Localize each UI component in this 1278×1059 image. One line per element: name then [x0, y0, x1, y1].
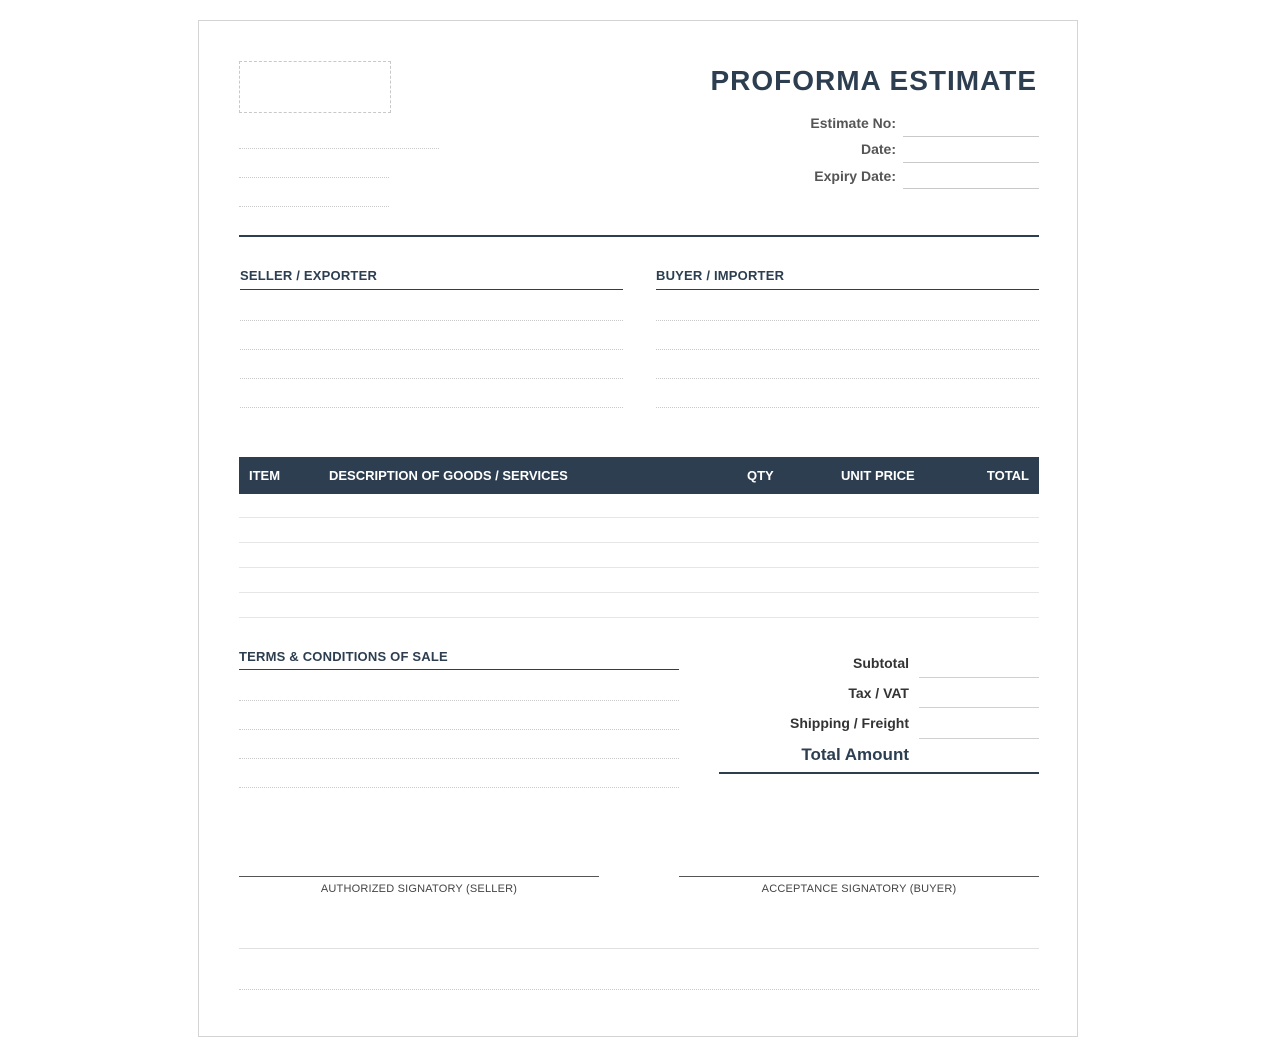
total-amount-underline	[719, 772, 1039, 774]
column-header-item: ITEM	[249, 468, 281, 483]
expiry-date-field[interactable]	[903, 188, 1039, 189]
seller-heading: SELLER / EXPORTER	[240, 268, 378, 283]
table-row[interactable]	[239, 592, 1039, 593]
shipping-field[interactable]	[919, 738, 1039, 739]
seller-signature-label: AUTHORIZED SIGNATORY (SELLER)	[320, 883, 518, 895]
date-label: Date:	[860, 141, 896, 157]
header-divider	[239, 235, 1039, 237]
table-row[interactable]	[239, 517, 1039, 518]
document-title: PROFORMA ESTIMATE	[710, 65, 1037, 96]
terms-heading: TERMS & CONDITIONS OF SALE	[239, 649, 448, 664]
expiry-date-label: Expiry Date:	[814, 168, 896, 184]
seller-signature-line[interactable]	[239, 876, 599, 877]
footer-line-1[interactable]	[239, 948, 1039, 949]
terms-line-3[interactable]	[239, 758, 679, 759]
terms-line-1[interactable]	[239, 700, 679, 701]
date-field[interactable]	[903, 162, 1039, 163]
table-row[interactable]	[239, 567, 1039, 568]
buyer-line-1[interactable]	[656, 320, 1039, 321]
total-amount-label: Total Amount	[801, 745, 909, 764]
seller-line-1[interactable]	[240, 320, 623, 321]
seller-line-4[interactable]	[240, 407, 623, 408]
column-header-qty: QTY	[747, 468, 774, 483]
estimate-page	[198, 20, 1078, 1037]
seller-heading-underline	[240, 289, 623, 290]
terms-heading-underline	[239, 669, 679, 670]
company-line-2[interactable]	[239, 177, 389, 178]
seller-line-3[interactable]	[240, 378, 623, 379]
items-table-header	[239, 457, 1039, 494]
estimate-no-label: Estimate No:	[810, 115, 896, 131]
footer-line-2[interactable]	[239, 989, 1039, 990]
seller-line-2[interactable]	[240, 349, 623, 350]
buyer-line-3[interactable]	[656, 378, 1039, 379]
subtotal-field[interactable]	[919, 677, 1039, 678]
buyer-heading: BUYER / IMPORTER	[656, 268, 785, 283]
table-row[interactable]	[239, 542, 1039, 543]
column-header-unit-price: UNIT PRICE	[841, 468, 915, 483]
tax-field[interactable]	[919, 707, 1039, 708]
company-line-1[interactable]	[239, 148, 439, 149]
terms-line-2[interactable]	[239, 729, 679, 730]
buyer-heading-underline	[656, 289, 1039, 290]
table-row[interactable]	[239, 617, 1039, 618]
terms-line-4[interactable]	[239, 787, 679, 788]
buyer-line-4[interactable]	[656, 407, 1039, 408]
column-header-total: TOTAL	[986, 468, 1029, 483]
column-header-description: DESCRIPTION OF GOODS / SERVICES	[329, 468, 568, 483]
buyer-signature-label: ACCEPTANCE SIGNATORY (BUYER)	[761, 883, 957, 895]
company-line-3[interactable]	[239, 206, 389, 207]
estimate-no-field[interactable]	[903, 136, 1039, 137]
logo-placeholder[interactable]	[239, 61, 391, 113]
buyer-signature-line[interactable]	[679, 876, 1039, 877]
buyer-line-2[interactable]	[656, 349, 1039, 350]
subtotal-label: Subtotal	[853, 655, 909, 671]
tax-label: Tax / VAT	[848, 685, 909, 701]
shipping-label: Shipping / Freight	[790, 715, 909, 731]
